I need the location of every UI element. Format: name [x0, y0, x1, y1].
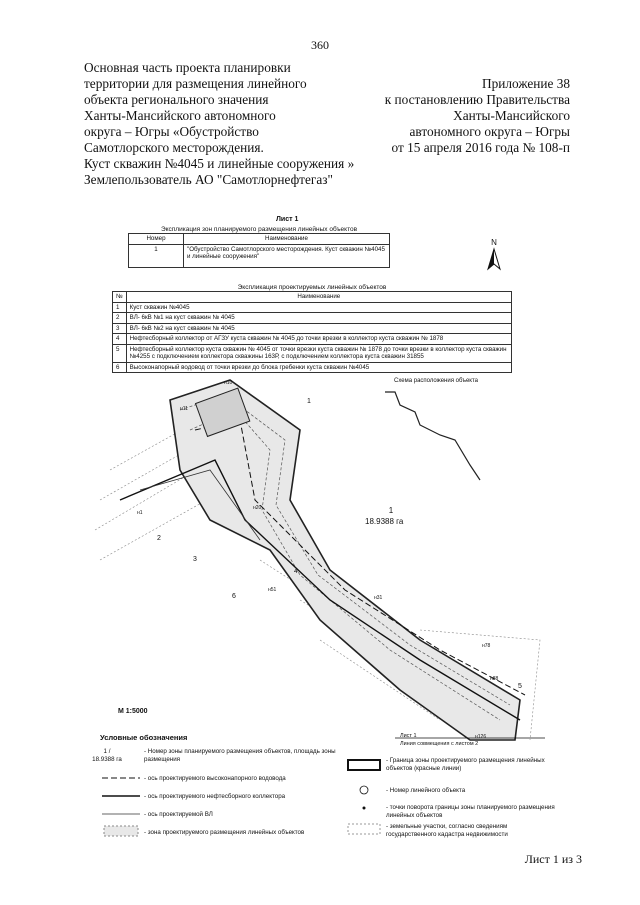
left-header-line: Ханты-Мансийского автономного	[84, 108, 276, 123]
left-header-line: объекта регионального значения	[84, 92, 269, 107]
right-header-line: Приложение 38	[482, 76, 570, 91]
objects-cell-num: 2	[113, 313, 127, 324]
object-number-label: 1	[307, 398, 311, 405]
continuation-sheet: Лист 1	[400, 733, 417, 739]
zones-table-caption: Экспликация зон планируемого размещения линейных объектов	[160, 226, 358, 233]
point-label: н20	[253, 505, 262, 511]
objects-cell-name: Нефтесборный коллектор от АГЗУ куста скважин № 4045 до точки врезки в коллектор куста скважин № 1878	[126, 334, 511, 345]
point-label: н31	[374, 595, 383, 601]
object-number-label: 3	[193, 556, 197, 563]
legend-item: - Номер зоны планируемого размещения объектов, площадь зоны размещения	[144, 748, 336, 763]
zone-number: 1	[388, 506, 394, 515]
left-header-line: территории для размещения линейного	[84, 76, 307, 91]
area-label: 18.9388 га	[365, 517, 404, 526]
legend-item: - точки поворота границы зоны планируемого размещения линейных объектов	[386, 804, 555, 819]
legend-item: - Граница зоны проектируемого размещения линейных объектов (красные линии)	[386, 757, 545, 772]
object-number-symbol	[360, 786, 368, 794]
point-label: н11	[180, 406, 188, 412]
left-header-line: Куст скважин №4045 и линейные сооружения »	[84, 156, 355, 171]
objects-cell-num: 5	[113, 344, 127, 362]
left-header-line: Самотлорского месторождения.	[84, 140, 264, 155]
zone-symbol	[104, 826, 138, 836]
legend-item: - ось проектируемого нефтесборного коллектора	[144, 793, 286, 800]
page-number: 360	[311, 38, 329, 52]
objects-cell-name: ВЛ- 6кВ №2 на куст скважин № 4045	[126, 323, 511, 334]
objects-cell-name: Нефтесборный коллектор куста скважин № 4045 от точки врезки куста скважин № 1878 до точки врезки в коллектор куста скважин №4255 с подключением коллектора скважины 163Р, с подключением коллектора куста скважин 31855	[126, 344, 511, 362]
point-label: н126	[475, 734, 487, 740]
objects-cell-name: Высоконапорный водовод от точки врезки до блока гребенки куста скважин №4045	[126, 362, 511, 373]
legend-item: - ось проектируемого высоконапорного водовода	[144, 775, 286, 782]
point-label: н1	[137, 510, 143, 516]
north-label: N	[491, 238, 497, 247]
objects-cell-name: Куст скважин №4045	[126, 302, 511, 313]
sheet-label: Лист 1	[276, 216, 299, 223]
left-header-line: округа – Югры «Обустройство	[84, 124, 259, 139]
zones-header-name: Наименование	[184, 234, 390, 245]
objects-cell-name: ВЛ- 6кВ №1 на куст скважин № 4045	[126, 313, 511, 324]
right-header-line: Ханты-Мансийского	[453, 108, 570, 123]
parcel-symbol	[348, 824, 380, 834]
objects-cell-num: 3	[113, 323, 127, 334]
legend-symbols	[100, 772, 142, 842]
zones-header-num: Номер	[129, 234, 184, 245]
object-number-label: 4	[294, 568, 298, 575]
point-label: н10	[224, 380, 233, 386]
location-inset	[385, 392, 480, 480]
point-label: н78	[482, 643, 491, 649]
legend-item: - Номер линейного объекта	[386, 787, 466, 794]
point-label: н88	[490, 676, 499, 682]
right-header-line: автономного округа – Югры	[409, 124, 570, 139]
boundary-symbol	[348, 760, 380, 770]
object-number-label: 5	[518, 683, 522, 690]
point-label: н51	[268, 587, 277, 593]
object-number-label: 2	[157, 535, 161, 542]
objects-table-caption: Экспликация проектируемых линейных объектов	[237, 284, 387, 291]
map-scale: М 1:5000	[118, 708, 148, 715]
sheet-counter: Лист 1 из 3	[524, 852, 582, 866]
legend-title: Условные обозначения	[100, 733, 188, 742]
left-header-line: Основная часть проекта планировки	[84, 60, 291, 75]
right-header-line: от 15 апреля 2016 года № 108-п	[391, 140, 570, 155]
object-number-label: 6	[232, 593, 236, 600]
legend-item: - зона проектируемого размещения линейных объектов	[144, 829, 305, 836]
legend-zone-symbol: 1 / 18.9388 га	[92, 748, 122, 763]
legend-item: - ось проектируемой ВЛ	[144, 811, 213, 818]
turning-point-symbol	[363, 807, 366, 810]
objects-cell-num: 6	[113, 362, 127, 373]
legend-item: - земельные участки, согласно сведениям государственного кадастра недвижимости	[386, 823, 508, 838]
objects-header-name: Наименование	[126, 292, 511, 303]
objects-cell-num: 1	[113, 302, 127, 313]
zones-cell-name: "Обустройство Самотлорского месторождения. Куст скважин №4045 и линейные сооружения"	[184, 244, 390, 267]
right-header-line: к постановлению Правительства	[384, 92, 570, 107]
objects-header-num: №	[113, 292, 127, 303]
planned-zone	[170, 380, 520, 740]
inset-label: Схема расположения объекта	[394, 378, 478, 384]
objects-cell-num: 4	[113, 334, 127, 345]
continuation-text: Линия совмещения с листом 2	[400, 741, 479, 747]
zones-cell-num: 1	[129, 244, 184, 267]
legend-symbols-right	[346, 756, 382, 846]
left-header-line: Землепользователь АО "Самотлорнефтегаз"	[84, 172, 333, 187]
